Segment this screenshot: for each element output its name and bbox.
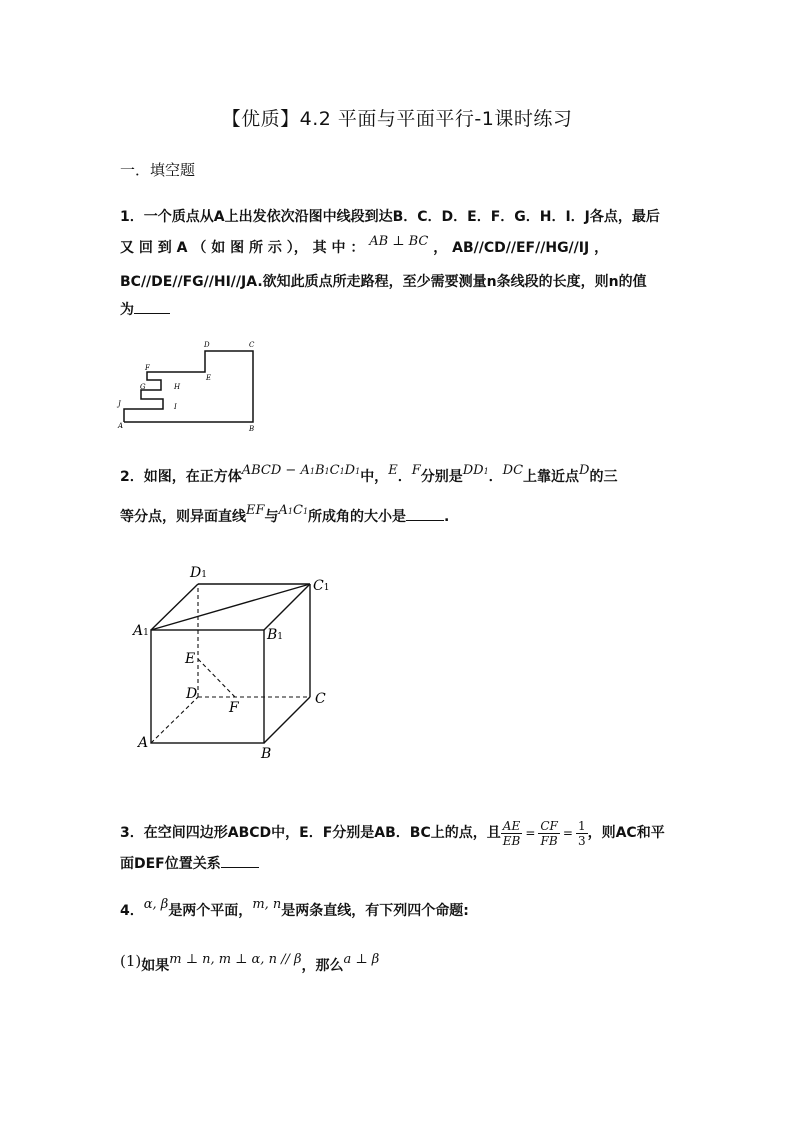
q3-equals-2: = bbox=[562, 826, 573, 840]
q2-line-1-text-d: 上靠近点 bbox=[523, 469, 580, 485]
q3-fraction-cf-fb bbox=[538, 819, 560, 848]
q2-dd-text: DD bbox=[462, 463, 484, 478]
q3-answer-blank bbox=[221, 853, 259, 868]
q3-fraction-one-third bbox=[576, 819, 588, 848]
q3-equals-1: = bbox=[525, 826, 536, 840]
q2-label-b1-sub: 1 bbox=[277, 632, 284, 642]
q2-label-a1-letter: A bbox=[133, 623, 144, 639]
q3-fraction-1-num: AE bbox=[501, 819, 523, 834]
q2-line-1 bbox=[120, 463, 618, 489]
q2-label-a: A bbox=[138, 735, 149, 751]
q2-label-b1 bbox=[266, 627, 283, 643]
q2-label-d1-sub: 1 bbox=[201, 570, 207, 580]
q2-label-a1 bbox=[131, 623, 149, 639]
q1-line-2-text-a: 又 回 到 A （ 如 图 所 示 ）， 其 中 ： bbox=[120, 240, 365, 256]
q2-line-1-text-c: 分别是 bbox=[420, 469, 463, 485]
q3-fraction-3-den: 3 bbox=[577, 833, 586, 848]
q2-label-f: F bbox=[229, 700, 239, 716]
q1-label-a: A bbox=[118, 422, 124, 430]
q4-math-alpha-beta: α, β bbox=[143, 897, 169, 912]
q2-line-2-text-b: 与 bbox=[264, 509, 279, 525]
q2-point-e: E bbox=[388, 463, 398, 478]
q4-line-1 bbox=[120, 897, 469, 922]
q1-line-2 bbox=[120, 234, 609, 259]
q2-point-f: F bbox=[411, 463, 421, 478]
q2-cube-sub-a: 1 bbox=[309, 467, 315, 476]
q1-line-3: BC//DE//FG//HI//JA.欲知此质点所走路程，至少需要测量n条线段的长度，则n的值 bbox=[120, 274, 647, 290]
q2-cube-sub-d: 1 bbox=[355, 467, 361, 476]
q4-proposition-1-number: (1) bbox=[120, 952, 142, 970]
q2-label-c: C bbox=[315, 691, 326, 707]
q4-proposition-1 bbox=[120, 952, 380, 977]
q3-line-2-text: 面DEF位置关系 bbox=[120, 856, 221, 872]
q2-line-a1c1 bbox=[279, 503, 309, 518]
q1-answer-blank bbox=[134, 299, 170, 314]
q4-proposition-1-text-b: ，那么 bbox=[301, 958, 344, 974]
q2-a1c1-sub-a: 1 bbox=[287, 507, 293, 516]
q2-cube-lhs: ABCD − A bbox=[241, 463, 310, 478]
q3-line-1-text-b: ，则AC和平 bbox=[587, 825, 665, 841]
q4-proposition-1-conclusion: a ⊥ β bbox=[343, 952, 380, 967]
q1-label-b: B bbox=[249, 425, 255, 433]
q3-line-1-text-a: 3．在空间四边形ABCD中，E．F分别是AB．BC上的点，且 bbox=[120, 825, 501, 841]
q1-path-figure bbox=[115, 338, 265, 438]
q1-label-g: G bbox=[140, 383, 146, 391]
q2-dd-sub: 1 bbox=[483, 467, 489, 476]
q2-cube-b: B bbox=[314, 463, 325, 478]
q2-label-c1 bbox=[313, 578, 329, 594]
q2-label-b: B bbox=[261, 746, 272, 762]
q4-proposition-1-condition: m ⊥ n, m ⊥ α, n // β bbox=[169, 952, 302, 967]
q2-line-ef: EF bbox=[246, 503, 265, 518]
q2-hidden-edge-a-d bbox=[151, 697, 198, 743]
q2-a1c1-sub-c: 1 bbox=[302, 507, 309, 516]
q3-line-2 bbox=[120, 853, 259, 874]
q4-math-m-n: m, n bbox=[252, 897, 282, 912]
q2-label-c1-sub: 1 bbox=[323, 583, 330, 593]
q2-line-2 bbox=[120, 503, 450, 529]
q2-a1c1-c: C bbox=[293, 503, 303, 518]
q4-line-1-text-b: 是两个平面， bbox=[168, 903, 253, 919]
q4-proposition-1-text-a: 如果 bbox=[141, 958, 170, 974]
q2-sep: ． bbox=[397, 469, 412, 485]
q2-label-e: E bbox=[185, 651, 196, 667]
q2-label-b1-letter: B bbox=[267, 627, 278, 643]
q2-line-2-text-a: 等分点，则异面直线 bbox=[120, 509, 246, 525]
q2-line-1-text-b: 中， bbox=[360, 469, 389, 485]
q2-cube-sub-c: 1 bbox=[339, 467, 345, 476]
q1-label-e: E bbox=[206, 374, 212, 382]
q2-line-2-end: . bbox=[444, 509, 450, 525]
section-heading: 一．填空题 bbox=[120, 161, 196, 179]
q2-segment-dc: DC bbox=[502, 463, 524, 478]
q1-line-4-text: 为 bbox=[120, 302, 134, 318]
q1-line-4 bbox=[120, 299, 170, 320]
q2-cube-sub-b: 1 bbox=[324, 467, 330, 476]
q2-line-2-text-c: 所成角的大小是 bbox=[308, 509, 407, 525]
q2-label-d1-letter: D bbox=[190, 565, 202, 581]
q4-line-1-text-c: 是两条直线，有下列四个命题: bbox=[281, 903, 469, 919]
q1-label-j: J bbox=[118, 400, 121, 408]
q2-label-a1-sub: 1 bbox=[143, 628, 149, 638]
page-title: 【优质】4.2 平面与平面平行-1课时练习 bbox=[221, 108, 573, 130]
q3-fraction-1-den: EB bbox=[502, 833, 521, 848]
q2-answer-blank bbox=[406, 506, 444, 521]
q2-cube-name bbox=[242, 463, 360, 478]
q4-line-1-text-a: 4． bbox=[120, 903, 144, 919]
q3-fraction-2-den: FB bbox=[540, 833, 558, 848]
q2-cube-figure bbox=[130, 560, 360, 765]
q1-line-2-text-b: ， AB//CD//EF//HG//IJ ， bbox=[433, 240, 609, 256]
q1-label-h: H bbox=[174, 383, 181, 391]
q2-segment-dd1 bbox=[463, 463, 489, 478]
q2-label-c1-letter: C bbox=[313, 578, 324, 594]
q2-edge-b-c bbox=[264, 697, 310, 743]
q2-cube-d: D bbox=[344, 463, 356, 478]
q2-label-d1 bbox=[189, 565, 207, 581]
q1-line-1: 1．一个质点从A上出发依次沿图中线段到达B．C．D．E．F．G．H．I．J各点，最后 bbox=[120, 209, 660, 225]
q2-cube-c: C bbox=[329, 463, 340, 478]
q2-line-1-text-e: 的三 bbox=[589, 469, 618, 485]
q1-label-i: I bbox=[174, 403, 177, 411]
q1-math-ab-perp-bc: AB ⊥ BC bbox=[369, 234, 429, 249]
q2-sep-2: ． bbox=[488, 469, 503, 485]
q1-label-f: F bbox=[145, 364, 150, 372]
q2-point-d: D bbox=[579, 463, 590, 478]
q2-line-1-text-a: 2．如图，在正方体 bbox=[120, 469, 242, 485]
q3-line-1 bbox=[120, 813, 665, 853]
q1-label-c: C bbox=[249, 341, 255, 349]
q1-label-d: D bbox=[204, 341, 210, 349]
q3-fraction-ae-eb bbox=[501, 819, 523, 848]
q2-a1c1-a: A bbox=[278, 503, 288, 518]
q3-fraction-3-num: 1 bbox=[577, 818, 586, 833]
q2-hidden-segment-e-f bbox=[198, 659, 235, 697]
q3-fraction-2-num: CF bbox=[540, 818, 558, 833]
q2-label-d: D bbox=[186, 686, 198, 702]
